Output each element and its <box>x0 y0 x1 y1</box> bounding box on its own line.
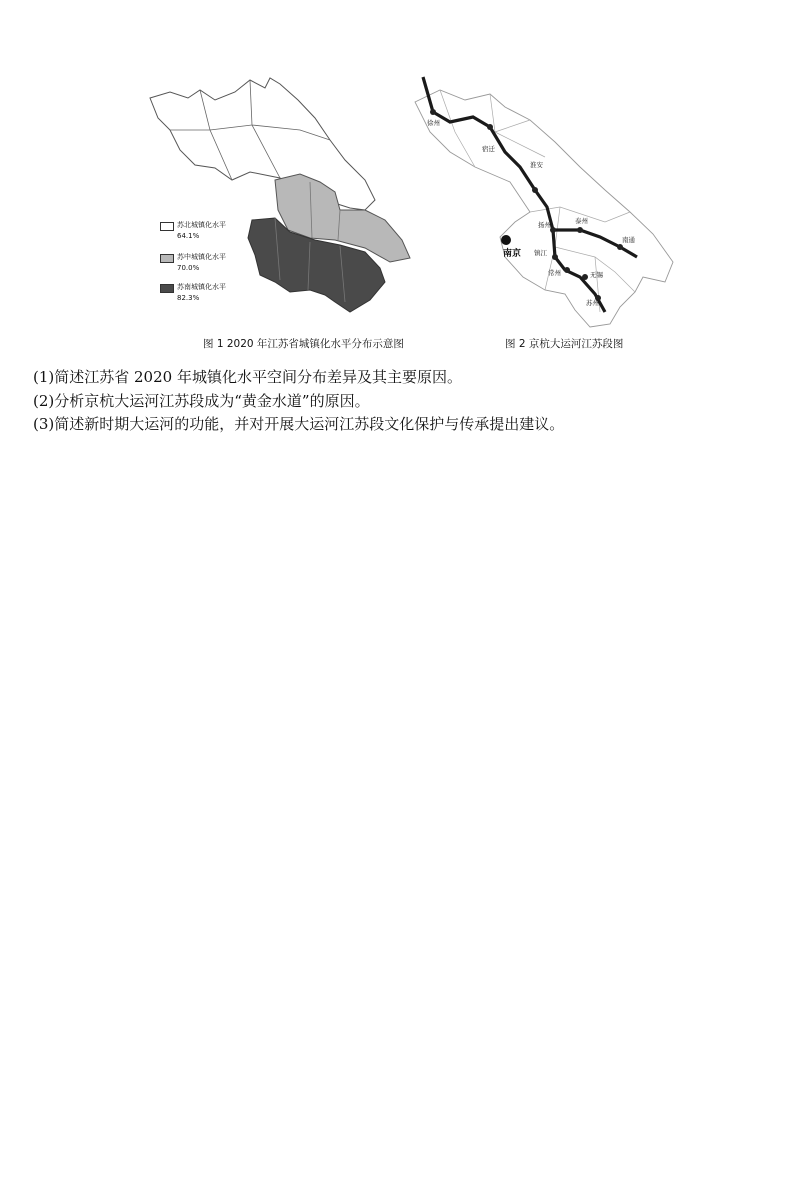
legend-label: 苏南城镇化水平 <box>177 283 226 291</box>
city-label: 泰州 <box>575 217 588 225</box>
city-label: 镇江 <box>534 249 547 257</box>
city-label: 常州 <box>548 269 561 277</box>
subei-region <box>150 78 375 210</box>
city-label: 扬州 <box>538 221 551 229</box>
question-item: (1)简述江苏省 2020 年城镇化水平空间分布差异及其主要原因。 <box>33 368 462 386</box>
legend-swatch-suzhong <box>160 254 174 263</box>
capital-label: 南京 <box>503 249 522 259</box>
city-label: 徐州 <box>427 119 440 127</box>
city-label: 苏州 <box>586 299 599 307</box>
city-label: 南通 <box>622 236 635 244</box>
grand-canal-map <box>395 72 680 334</box>
legend-value: 82.3% <box>177 294 200 302</box>
figure2-caption: 图 2 京杭大运河江苏段图 <box>505 338 624 350</box>
question-item: (3)简述新时期大运河的功能，并对开展大运河江苏段文化保护与传承提出建议。 <box>33 415 565 433</box>
city-label: 无锡 <box>590 271 603 279</box>
legend-value: 64.1% <box>177 232 200 240</box>
city-label: 宿迁 <box>482 145 495 153</box>
capital-marker <box>501 235 511 245</box>
legend-label: 苏中城镇化水平 <box>177 253 226 261</box>
city-label: 淮安 <box>530 161 543 169</box>
question-item: (2)分析京杭大运河江苏段成为“黄金水道”的原因。 <box>33 391 370 410</box>
legend-swatch-subei <box>160 222 174 231</box>
legend-label: 苏北城镇化水平 <box>177 221 226 229</box>
question-list <box>33 366 773 437</box>
legend-swatch-sunan <box>160 284 174 293</box>
figure1-caption: 图 1 2020 年江苏省城镇化水平分布示意图 <box>203 338 404 350</box>
legend-value: 70.0% <box>177 264 200 272</box>
